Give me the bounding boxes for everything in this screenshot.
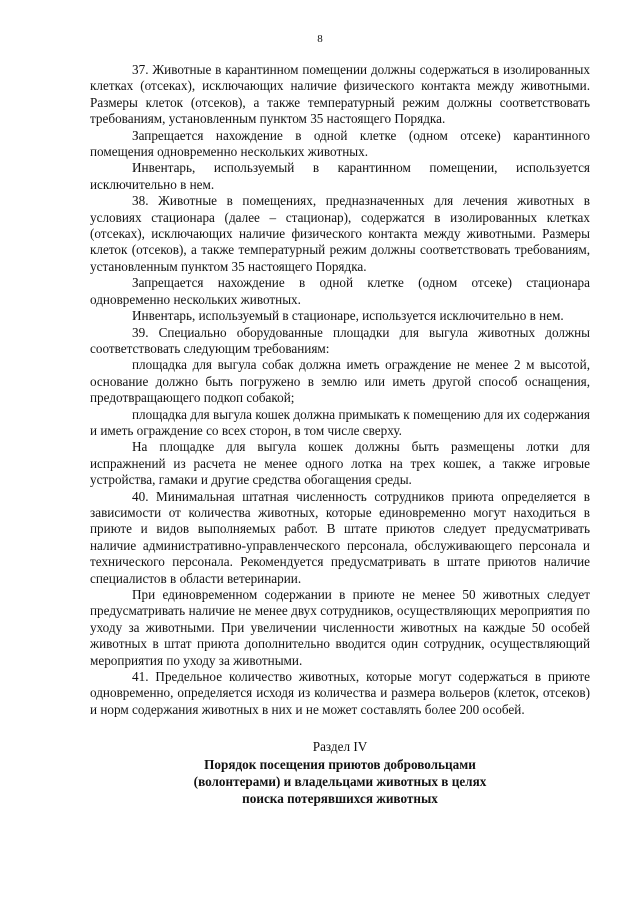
section-heading — [90, 738, 590, 807]
paragraph-37: 37. Животные в карантинном помещении должны содержаться в изолированных клетках (отсеках), исключающих наличие физического контакта между животными. Размеры клеток (отсеков), а также температурный режим должны соответствовать требованиям, установленным пунктом 35 настоящего Порядка. — [90, 62, 590, 127]
paragraph-38-prohibition: Запрещается нахождение в одной клетке (одном отсеке) стационара одновременно нескольких животных. — [90, 275, 590, 307]
paragraph-38-inventory: Инвентарь, используемый в стационаре, используется исключительно в нем. — [132, 308, 564, 324]
paragraph-41: 41. Предельное количество животных, которые могут содержаться в приюте одновременно, определяется исходя из количества и размера вольеров (клеток, отсеков) и норм содержания животных в них и не может составлять более 200 особей. — [90, 669, 590, 717]
paragraph-37-prohibition: Запрещается нахождение в одной клетке (одном отсеке) карантинного помещения одновременно нескольких животных. — [90, 127, 590, 160]
paragraph-40: 40. Минимальная штатная численность сотрудников приюта определяется в зависимости от количества животных, которые единовременно могут находиться в приюте и видов выполняемых работ. В штате приютов следует предусматривать наличие административно-управленческого персонала, обслуживающего персонала и технического персонала. Рекомендуется предусматривать в штате приютов наличие специалистов в области ветеринарии. — [90, 488, 590, 586]
paragraph-39-trays: На площадке для выгула кошек должны быть размещены лотки для испражнений из расчета не менее одного лотка на трех кошек, а также игровые устройства, гамаки и другие средства обогащения среды. — [90, 439, 590, 488]
section-label: Раздел IV — [312, 739, 368, 755]
section-title-line-3: поиска потерявшихся животных — [242, 791, 438, 807]
paragraph-40-staff: При единовременном содержании в приюте не менее 50 животных следует предусматривать наличие не менее двух сотрудников, осуществляющих мероприятия по уходу за животными. При увеличении численности животных на каждые 50 особей животных в штат приюта дополнительно вводится один сотрудник, осуществляющий мероприятия по уходу за животными. — [90, 587, 590, 668]
page-number: 8 — [317, 33, 323, 45]
paragraph-38: 38. Животные в помещениях, предназначенных для лечения животных в условиях стационара (далее – стационар), содержатся в изолированных клетках (отсеках), исключающих наличие физического контакта между животными. Размеры клеток (отсеков), а также температурный режим должны соответствовать требованиям, установленным пунктом 35 настоящего Порядка. — [90, 193, 590, 274]
section-title-line-2: (волонтерами) и владельцами животных в целях — [193, 774, 487, 790]
paragraph-37-inventory: Инвентарь, используемый в карантинном помещении, используется исключительно в нем. — [90, 160, 590, 192]
paragraph-39-dogs: площадка для выгула собак должна иметь ограждение не менее 2 м высотой, основание должно быть погружено в землю или иметь другой способ оснащения, предотвращающего подкоп собакой; — [90, 357, 590, 406]
document-body — [90, 62, 590, 807]
section-title-line-1: Порядок посещения приютов добровольцами — [204, 757, 476, 773]
paragraph-39: 39. Специально оборудованные площадки для выгула животных должны соответствовать следующим требованиям: — [90, 324, 590, 356]
paragraph-39-cats: площадка для выгула кошек должна примыкать к помещению для их содержания и иметь ограждение со всех сторон, в том числе сверху. — [90, 406, 590, 438]
